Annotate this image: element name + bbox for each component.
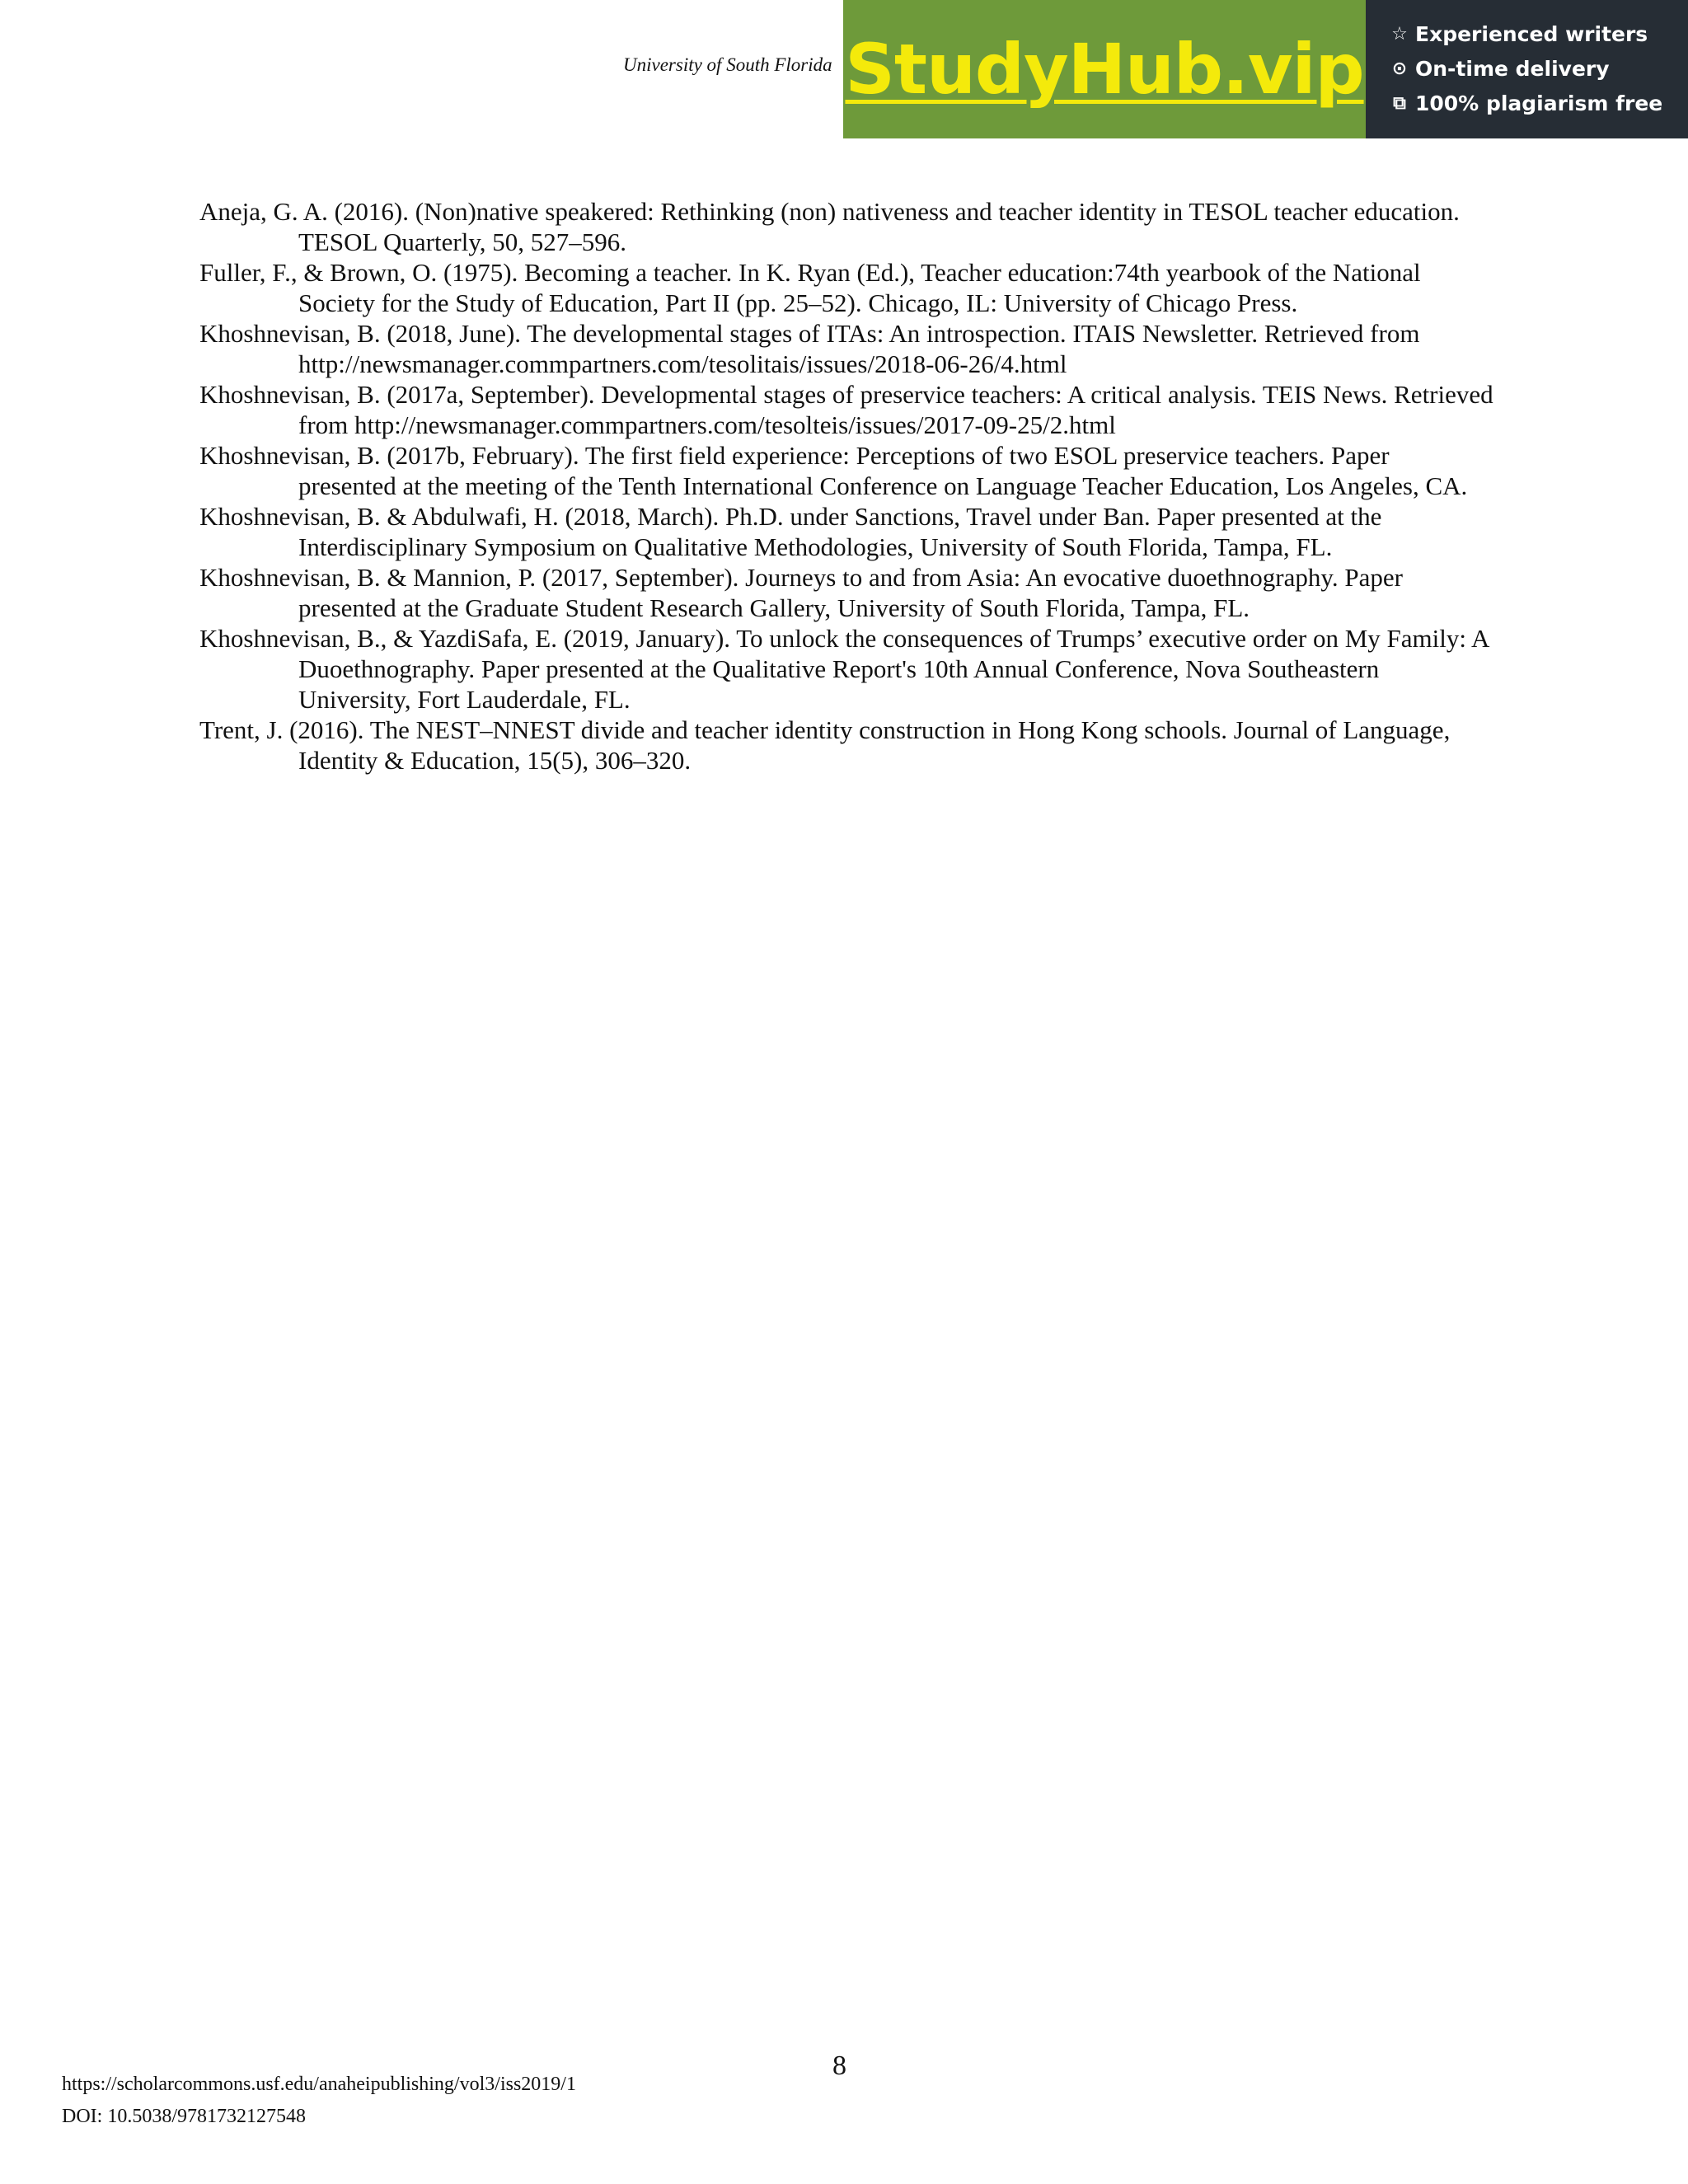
footer-doi: DOI: 10.5038/9781732127548 — [62, 2106, 306, 2127]
reference-entry: Aneja, G. A. (2016). (Non)native speakered: Rethinking (non) nativeness and teacher identity in TESOL teacher education. TESOL Quarterly, 50, 527–596. — [199, 197, 1460, 256]
reference-entry: Khoshnevisan, B. (2017b, February). The first field experience: Perceptions of two ESOL preservice teachers. Paper presented at the meeting of the Tenth International Conference on Language Teacher Education, Los Angeles, CA. — [199, 441, 1468, 500]
reference-entry: Fuller, F., & Brown, O. (1975). Becoming a teacher. In K. Ryan (Ed.), Teacher education:74th yearbook of the National Society for the Study of Education, Part II (pp. 25–52). Chicago, IL: University of Chicago Press. — [199, 258, 1421, 317]
reference-entry: Khoshnevisan, B. (2017a, September). Developmental stages of preservice teachers: A critical analysis. TEIS News. Retrieved from http://newsmanager.commpartners.com/tesolteis/issues/2017-09-25/2.html — [199, 380, 1493, 439]
studyhub-logo[interactable] — [843, 0, 1366, 138]
running-header: University of South Florida — [623, 54, 832, 75]
footer-url: https://scholarcommons.usf.edu/anaheipublishing/vol3/iss2019/1 — [62, 2074, 576, 2095]
studyhub-ad-banner[interactable] — [843, 0, 1688, 138]
ad-feature-list — [1366, 0, 1688, 138]
studyhub-brand-text: StudyHub.vip — [845, 29, 1364, 110]
reference-entry: Khoshnevisan, B. & Mannion, P. (2017, September). Journeys to and from Asia: An evocative duoethnography. Paper presented at the Graduate Student Research Gallery, University of South Florida, Tampa, FL. — [199, 563, 1403, 622]
star-icon: ☆ — [1391, 24, 1408, 45]
reference-list — [199, 196, 1493, 776]
ad-feature-label: On-time delivery — [1415, 57, 1610, 81]
ad-feature-label: Experienced writers — [1415, 22, 1648, 46]
reference-entry: Khoshnevisan, B. (2018, June). The developmental stages of ITAs: An introspection. ITAIS Newsletter. Retrieved from http://newsmanager.commpartners.com/tesolitais/issues/2018-06-26/4.html — [199, 319, 1420, 378]
page-number: 8 — [832, 2050, 846, 2081]
ad-feature-experienced-writers — [1390, 21, 1688, 49]
ad-feature-label: 100% plagiarism free — [1415, 91, 1663, 115]
ad-feature-on-time-delivery — [1390, 55, 1688, 83]
reference-entry: Khoshnevisan, B. & Abdulwafi, H. (2018, March). Ph.D. under Sanctions, Travel under Ban. Paper presented at the Interdisciplinary Symposium on Qualitative Methodologies, University of South Florida, Tampa, FL. — [199, 502, 1382, 561]
ad-feature-plagiarism-free — [1390, 90, 1688, 118]
reference-entry: Trent, J. (2016). The NEST–NNEST divide and teacher identity construction in Hong Kong schools. Journal of Language, Identity & Education, 15(5), 306–320. — [199, 715, 1451, 775]
clock-icon: ⊙ — [1391, 59, 1408, 79]
reference-entry: Khoshnevisan, B., & YazdiSafa, E. (2019, January). To unlock the consequences of Trumps’ executive order on My Family: A Duoethnography. Paper presented at the Qualitative Report's 10th Annual Conference, Nova Southeastern University, Fort Lauderdale, FL. — [199, 624, 1489, 714]
copy-icon: ⧉ — [1393, 93, 1406, 114]
